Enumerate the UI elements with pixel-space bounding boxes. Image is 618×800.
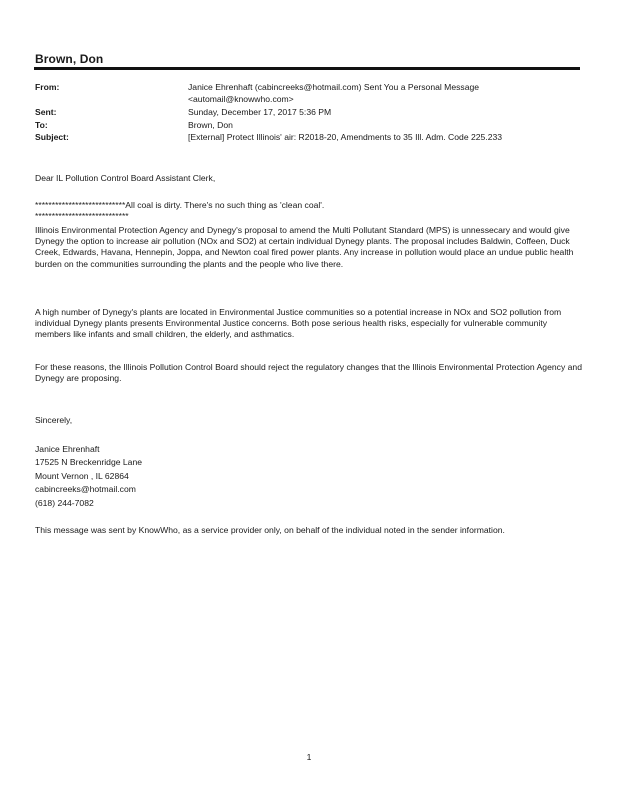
paragraph-2: A high number of Dynegy's plants are located in Environmental Justice communities so a potential increase in NOx and SO2 pollution from individual Dynegy plants presents Environmental Justice concerns. Both pose serious health risks, especially for vulnerable community members like infants and small children, the elderly, and asthmatics.: [35, 307, 562, 340]
to-label: To:: [35, 120, 48, 130]
to-value: Brown, Don: [188, 120, 233, 130]
stars-line-1: ***************************All coal is dirty. There's no such thing as 'clean coal'.: [35, 200, 325, 210]
signature-block: [35, 443, 583, 510]
stars-banner: [35, 200, 583, 222]
signature-phone: (618) 244-7082: [35, 497, 94, 508]
subject-value: [External] Protect Illinois' air: R2018-20, Amendments to 35 Ill. Adm. Code 225.233: [188, 132, 503, 142]
sent-value: Sunday, December 17, 2017 5:36 PM: [188, 107, 332, 117]
from-label: From:: [35, 82, 60, 92]
mailbox-owner: Brown, Don: [35, 52, 104, 66]
salutation: Dear IL Pollution Control Board Assistant Clerk,: [35, 173, 216, 183]
from-value: [188, 82, 583, 105]
signature-city: Mount Vernon , IL 62864: [35, 470, 129, 481]
from-address: <automail@knowwho.com>: [188, 93, 294, 104]
closing: Sincerely,: [35, 415, 73, 425]
page-number: 1: [306, 752, 312, 762]
signature-email: cabincreeks@hotmail.com: [35, 484, 136, 495]
paragraph-3: For these reasons, the Illinois Pollution Control Board should reject the regulatory changes that the Illinois Environmental Protection Agency and Dynegy are proposing.: [35, 362, 582, 384]
signature-name: Janice Ehrenhaft: [35, 444, 100, 454]
sent-label: Sent:: [35, 107, 57, 117]
stars-line-2: ****************************: [35, 211, 129, 222]
knowwho-footer: This message was sent by KnowWho, as a service provider only, on behalf of the individual noted in the sender information.: [35, 525, 505, 535]
paragraph-1: Illinois Environmental Protection Agency and Dynegy's proposal to amend the Multi Pollutant Standard (MPS) is unnessecary and would give Dynegy the option to increase air pollution (NOx and SO2) at certain individual Dynegy plants. The proposal includes Baldwin, Coffeen, Duck Creek, Edwards, Havana, Hennepin, Joppa, and Newton coal fired power plants. Any increase in pollution would place an undue public health burden on the communities surrounding the plants and the people who live there.: [35, 225, 574, 269]
subject-label: Subject:: [35, 132, 69, 142]
header-divider: [34, 67, 580, 70]
signature-street: 17525 N Breckenridge Lane: [35, 457, 143, 468]
from-sender: Janice Ehrenhaft (cabincreeks@hotmail.com) Sent You a Personal Message: [188, 82, 480, 92]
from-row: [35, 82, 583, 106]
